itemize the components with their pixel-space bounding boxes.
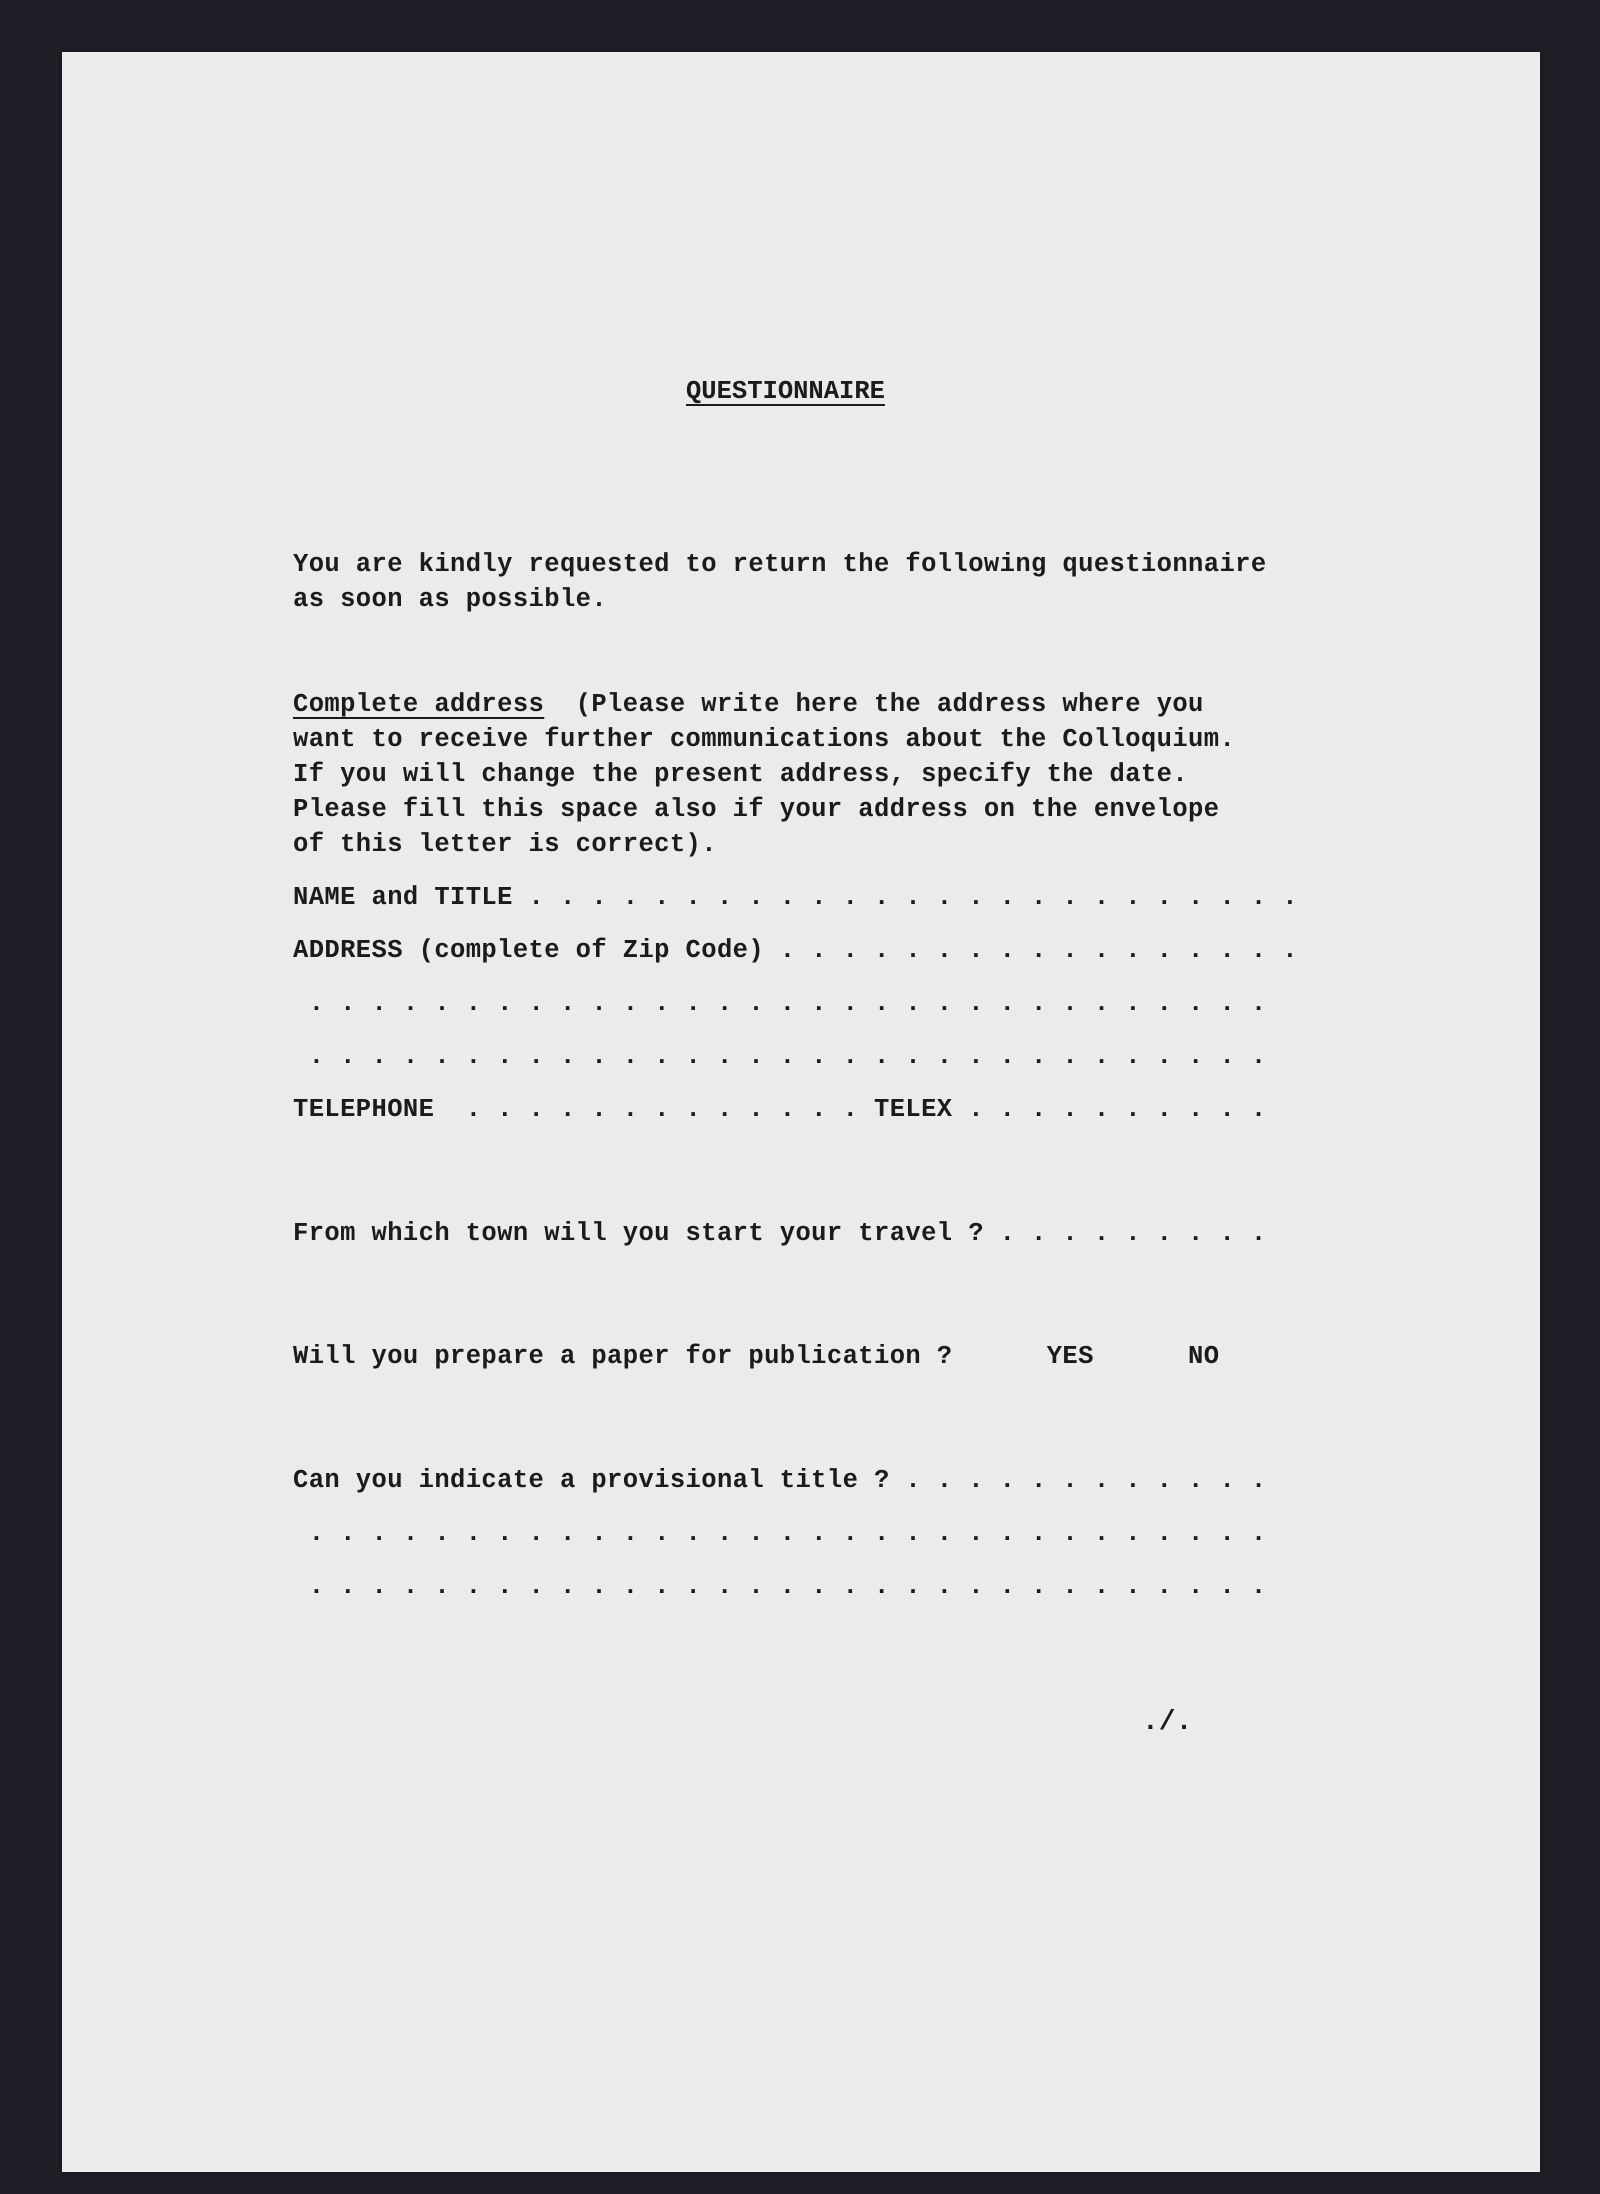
- document-page: [62, 52, 1540, 2172]
- address-instructions-line-5: of this letter is correct).: [293, 830, 717, 859]
- travel-town-field: From which town will you start your travel ? . . . . . . . . .: [293, 1219, 1267, 1248]
- address-instructions-line-3: If you will change the present address, specify the date.: [293, 760, 1189, 789]
- paper-publication-question: Will you prepare a paper for publication ? YES NO: [293, 1342, 1220, 1371]
- address-field: ADDRESS (complete of Zip Code) . . . . . . . . . . . . . . . . .: [293, 936, 1298, 965]
- name-title-field: NAME and TITLE . . . . . . . . . . . . . . . . . . . . . . . . .: [293, 883, 1298, 912]
- provisional-title-field: Can you indicate a provisional title ? . . . . . . . . . . . .: [293, 1466, 1267, 1495]
- address-instructions-line-2: want to receive further communications about the Colloquium.: [293, 725, 1236, 754]
- provisional-title-line-3: . . . . . . . . . . . . . . . . . . . . . . . . . . . . . . .: [293, 1572, 1267, 1601]
- intro-line-2: as soon as possible.: [293, 585, 608, 614]
- address-heading-line: [293, 687, 1204, 722]
- address-heading: Complete address: [293, 690, 545, 719]
- address-instructions-line-4: Please fill this space also if your address on the envelope: [293, 795, 1220, 824]
- intro-line-1: You are kindly requested to return the following questionnaire: [293, 550, 1267, 579]
- page-title: QUESTIONNAIRE: [686, 377, 885, 406]
- provisional-title-line-2: . . . . . . . . . . . . . . . . . . . . . . . . . . . . . . .: [293, 1519, 1267, 1548]
- telephone-telex-field: TELEPHONE . . . . . . . . . . . . . TELEX . . . . . . . . . .: [293, 1095, 1267, 1124]
- address-field-line-2: . . . . . . . . . . . . . . . . . . . . . . . . . . . . . . .: [293, 989, 1267, 1018]
- continuation-mark: ./.: [1142, 1707, 1193, 1738]
- address-instructions-line-1: (Please write here the address where you: [575, 690, 1204, 719]
- address-field-line-3: . . . . . . . . . . . . . . . . . . . . . . . . . . . . . . .: [293, 1042, 1267, 1071]
